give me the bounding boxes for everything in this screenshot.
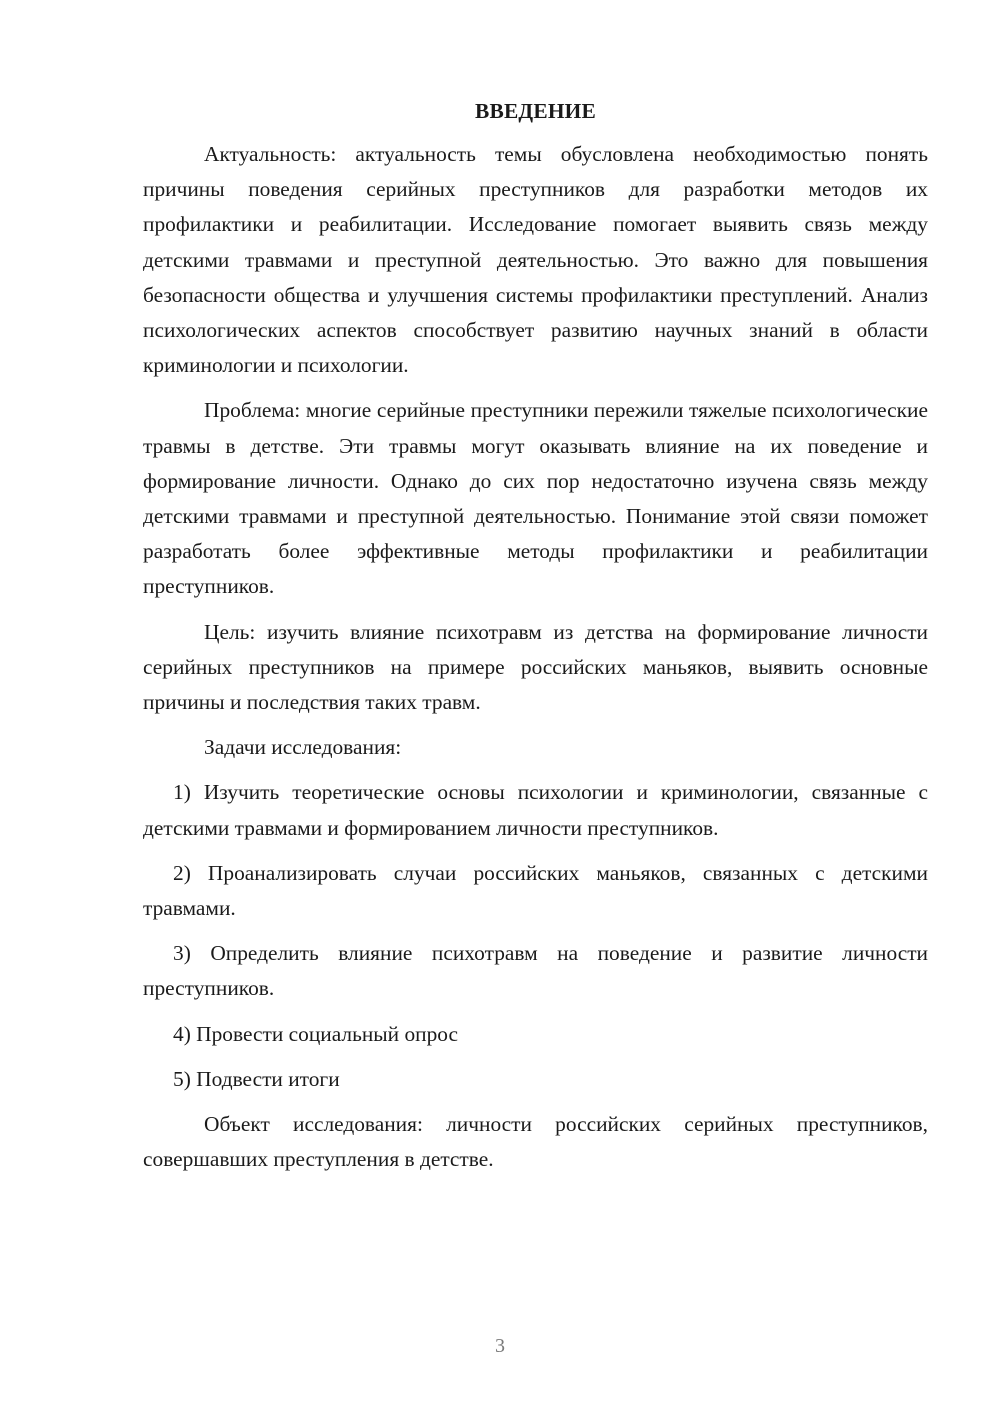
task-item-4: 4) Провести социальный опрос: [173, 1021, 459, 1046]
page-number: 3: [495, 1335, 505, 1357]
relevance-paragraph: Актуальность: актуальность темы обусловлена необходимостью понять причины поведения серийных преступников для разработки методов их профилактики и реабилитации. Исследование помогает выявить связь между детскими травмами и преступной деятельностью. Это важно для повышения безопасности общества и улучшения системы профилактики преступлений. Анализ психологических аспектов способствует развитию научных знаний в области криминологии и психологии.: [143, 142, 928, 378]
task-item-1: 1) Изучить теоретические основы психологии и криминологии, связанные с детскими травмами и формированием личности преступников.: [143, 780, 928, 840]
page-title: ВВЕДЕНИЕ: [475, 99, 596, 123]
task-item-5: 5) Подвести итоги: [173, 1066, 340, 1091]
goal-paragraph: Цель: изучить влияние психотравм из детства на формирование личности серийных преступников на примере российских маньяков, выявить основные причины и последствия таких травм.: [143, 619, 928, 715]
document-page: [143, 96, 928, 1177]
object-paragraph: Объект исследования: личности российских серийных преступников, совершавших преступления в детстве.: [143, 1112, 928, 1172]
tasks-heading: Задачи исследования:: [204, 735, 402, 760]
task-item-3: 3) Определить влияние психотравм на поведение и развитие личности преступников.: [143, 941, 928, 1001]
task-item-2: 2) Проанализировать случаи российских маньяков, связанных с детскими травмами.: [143, 860, 928, 921]
problem-paragraph: Проблема: многие серийные преступники пережили тяжелые психологические травмы в детстве. Эти травмы могут оказывать влияние на их поведение и формирование личности. Однако до сих пор недостаточно изучена связь между детскими травмами и преступной деятельностью. Понимание этой связи поможет разработать более эффективные методы профилактики и реабилитации преступников.: [143, 398, 928, 599]
